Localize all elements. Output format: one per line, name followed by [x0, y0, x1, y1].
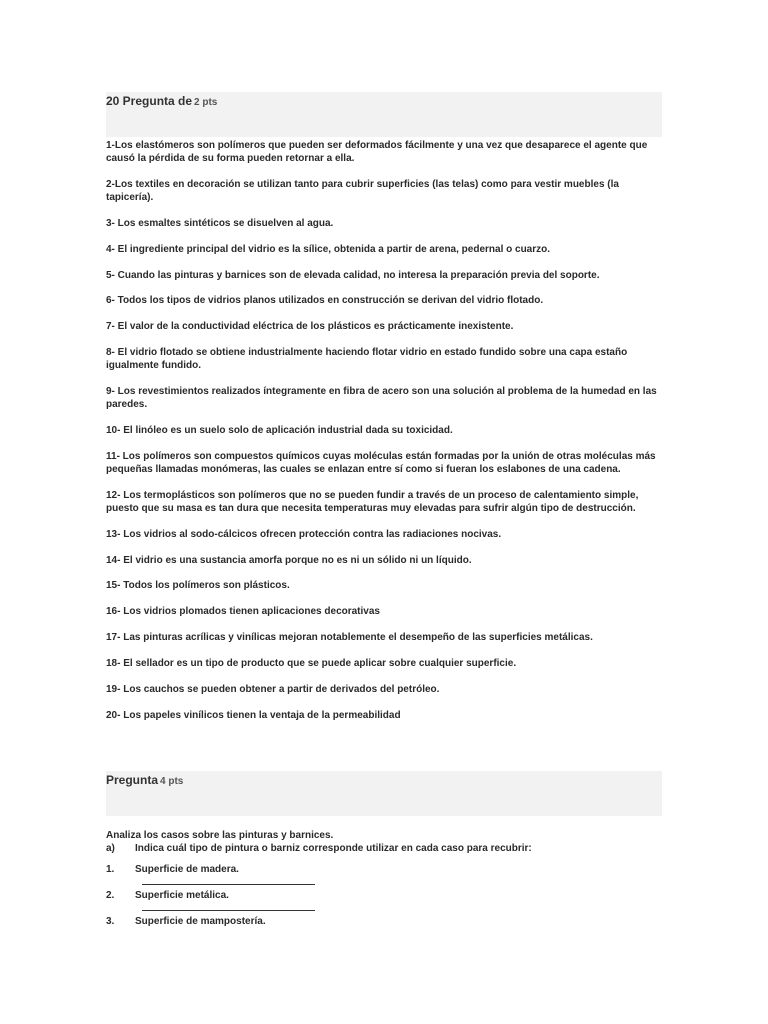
answer-blank[interactable] — [142, 876, 315, 885]
question-1-statements — [106, 139, 662, 735]
statement-7: 7- El valor de la conductividad eléctrica de los plásticos es prácticamente inexistente. — [106, 321, 514, 333]
question-2-header — [106, 771, 662, 816]
case-number: 2. — [106, 890, 115, 901]
case-item — [106, 915, 662, 928]
statement-17: 17- Las pinturas acrílicas y vinílicas mejoran notablemente el desempeño de las superficies metálicas. — [106, 632, 593, 644]
sub-question-a — [106, 842, 662, 855]
answer-blank[interactable] — [142, 902, 315, 911]
sub-question-text: Indica cuál tipo de pintura o barniz corresponde utilizar en cada caso para recubrir: — [135, 843, 532, 854]
statement-19: 19- Los cauchos se pueden obtener a partir de derivados del petróleo. — [106, 684, 440, 696]
statement-18: 18- El sellador es un tipo de producto que se puede aplicar sobre cualquier superficie. — [106, 658, 517, 670]
statement-12: 12- Los termoplásticos son polímeros que no se pueden fundir a través de un proceso de calentamiento simple, puesto que su masa es tan dura que necesita temperaturas muy elevadas para sufrir algún tipo de destrucción. — [106, 489, 639, 514]
question-1-prefix: 20 Pregunta de — [106, 94, 193, 108]
statement-3: 3- Los esmaltes sintéticos se disuelven al agua. — [106, 217, 334, 229]
statement-13: 13- Los vidrios al sodo-cálcicos ofrecen protección contra las radiaciones nocivas. — [106, 528, 502, 540]
case-item — [106, 889, 662, 902]
statement-9: 9- Los revestimientos realizados íntegramente en fibra de acero son una solución al problema de la humedad en las paredes. — [106, 386, 657, 411]
case-text: Superficie de mampostería. — [135, 916, 266, 927]
question-1-title — [106, 94, 217, 108]
question-1-header — [106, 92, 662, 137]
case-text: Superficie de madera. — [135, 864, 239, 875]
statement-10: 10- El linóleo es un suelo solo de aplicación industrial dada su toxicidad. — [106, 425, 453, 437]
question-2-points: 4 pts — [160, 776, 184, 787]
sub-question-label: a) — [106, 843, 115, 854]
case-item — [106, 863, 662, 876]
case-number: 1. — [106, 864, 115, 875]
question-2-body — [106, 829, 662, 928]
statement-16: 16- Los vidrios plomados tienen aplicaciones decorativas — [106, 606, 380, 618]
statement-14: 14- El vidrio es una sustancia amorfa porque no es ni un sólido ni un líquido. — [106, 554, 472, 566]
question-1-points: 2 pts — [194, 97, 218, 108]
question-2-prefix: Pregunta — [106, 773, 159, 787]
case-text: Superficie metálica. — [135, 890, 229, 901]
statement-2: 2-Los textiles en decoración se utilizan tanto para cubrir superficies (las telas) como para vestir muebles (la tapicería). — [106, 178, 619, 203]
statement-1: 1-Los elastómeros son polímeros que pueden ser deformados fácilmente y una vez que desaparece el agente que causó la pérdida de su forma pueden retornar a ella. — [106, 140, 648, 164]
question-2-title — [106, 773, 183, 787]
statement-11: 11- Los polímeros son compuestos químicos cuyas moléculas están formadas por la unión de otras moléculas más pequeñas llamadas monómeras, las cuales se enlazan entre sí como si fueran los eslabones de una cadena. — [106, 450, 656, 475]
statement-6: 6- Todos los tipos de vidrios planos utilizados en construcción se derivan del vidrio flotado. — [106, 295, 544, 307]
case-number: 3. — [106, 916, 115, 927]
statement-4: 4- El ingrediente principal del vidrio es la sílice, obtenida a partir de arena, pedernal o cuarzo. — [106, 243, 551, 255]
statement-8: 8- El vidrio flotado se obtiene industrialmente haciendo flotar vidrio en estado fundido sobre una capa estaño igualmente fundido. — [106, 347, 628, 372]
statement-20: 20- Los papeles vinílicos tienen la ventaja de la permeabilidad — [106, 709, 401, 721]
question-2-intro: Analiza los casos sobre las pinturas y barnices. — [106, 830, 334, 841]
statement-5: 5- Cuando las pinturas y barnices son de elevada calidad, no interesa la preparación previa del soporte. — [106, 269, 600, 281]
statement-15: 15- Todos los polímeros son plásticos. — [106, 580, 290, 592]
